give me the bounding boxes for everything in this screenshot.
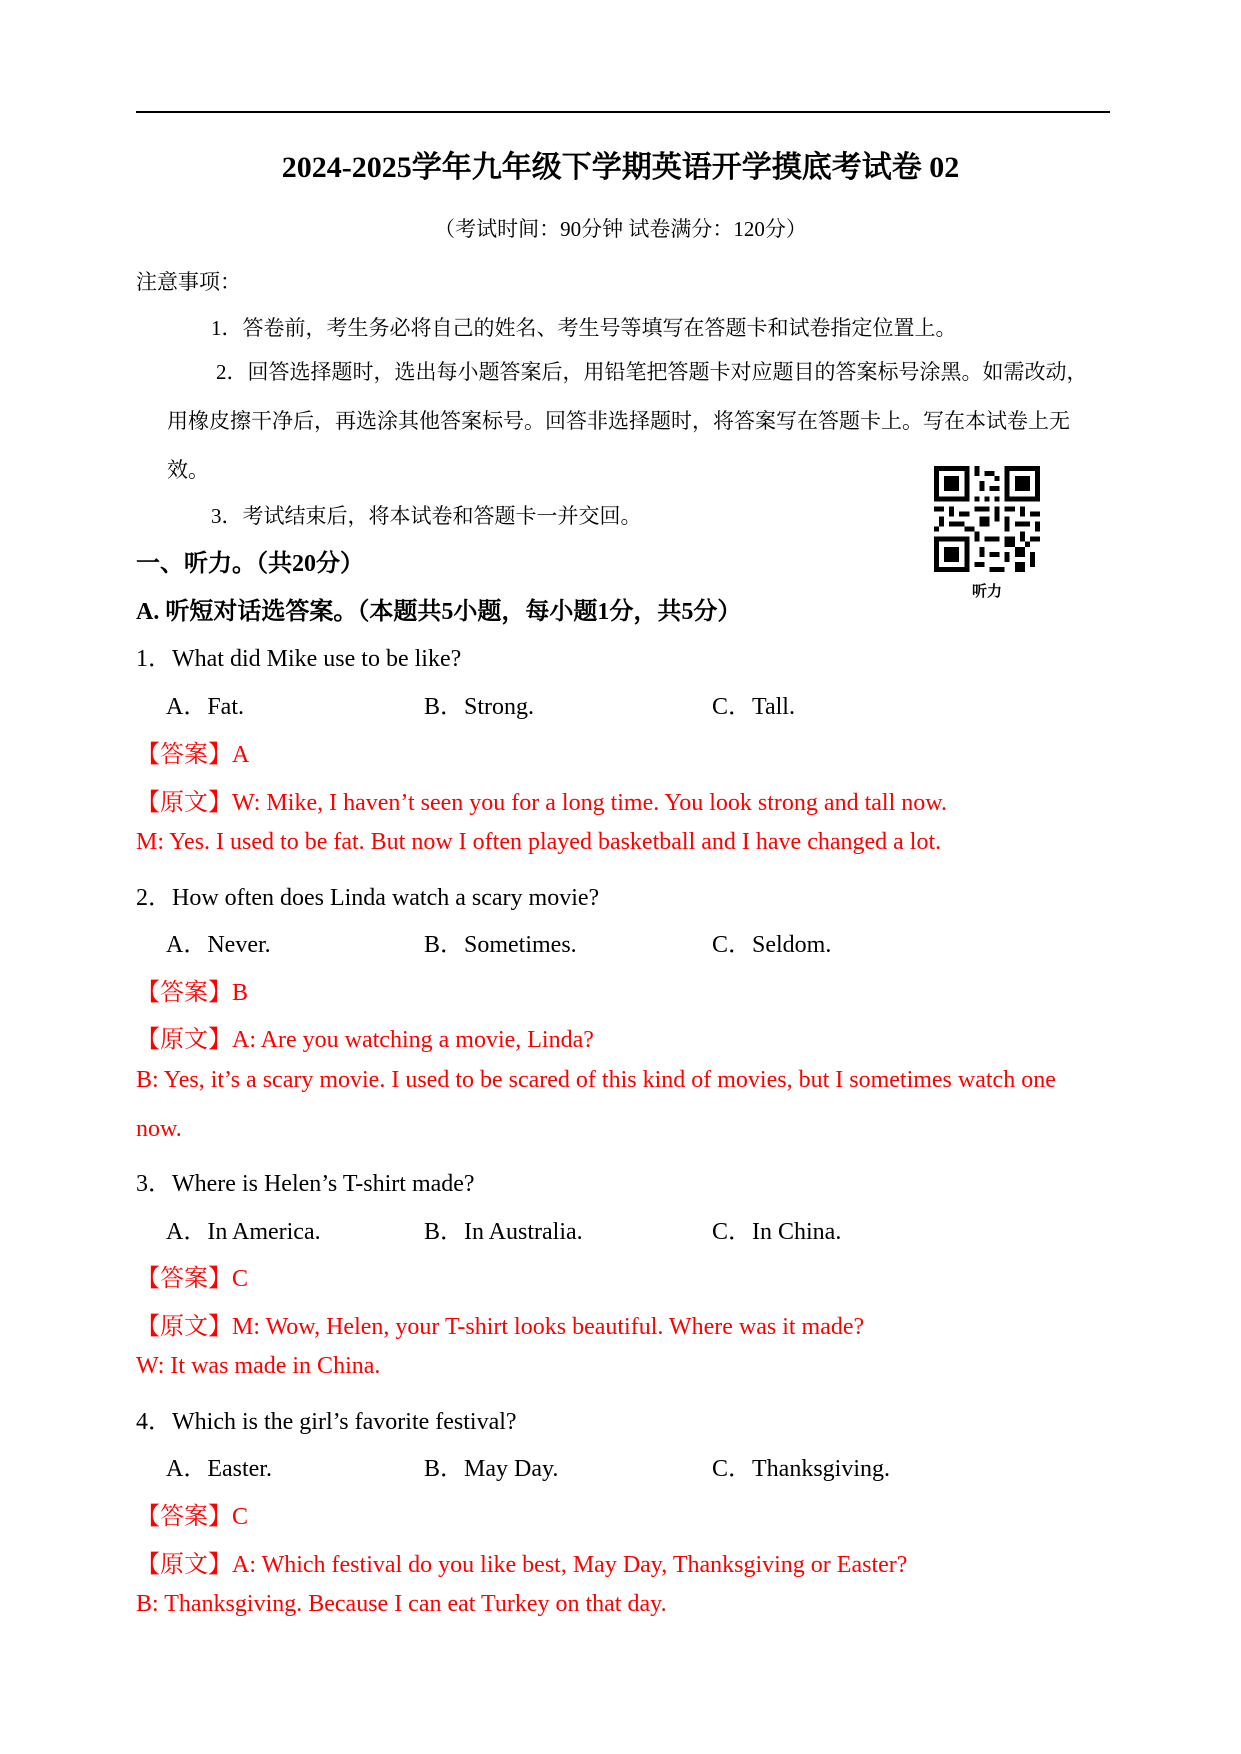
q4-answer bbox=[136, 1496, 248, 1531]
question-4: 4．Which is the girl’s favorite festival? bbox=[136, 1409, 517, 1435]
page-title: 2024-2025学年九年级下学期英语开学摸底考试卷 02 bbox=[281, 151, 960, 184]
script-tag: 【原文】 bbox=[136, 790, 232, 816]
q2-script-line-1 bbox=[136, 1019, 594, 1054]
notice-item-2-line-1: 2．回答选择题时，选出每小题答案后，用铅笔把答题卡对应题目的答案标号涂黑。如需改动， bbox=[216, 360, 1088, 384]
q4-option-b: B．May Day. bbox=[424, 1456, 559, 1482]
q1-option-c: C．Tall. bbox=[712, 694, 795, 720]
q2-script-line-2: B: Yes, it’s a scary movie. I used to be scared of this kind of movies, but I sometimes watch one bbox=[136, 1067, 1056, 1093]
answer-tag: 【答案】 bbox=[136, 742, 232, 768]
section-heading-listening: 一、听力。（共20分） bbox=[136, 551, 364, 577]
part-a-heading: A. 听短对话选答案。（本题共5小题，每小题1分，共5分） bbox=[136, 599, 742, 625]
q4-option-a: A．Easter. bbox=[166, 1456, 272, 1482]
answer-value: C bbox=[232, 1266, 249, 1292]
q1-script-line-2: M: Yes. I used to be fat. But now I often played basketball and I have changed a lot. bbox=[136, 829, 942, 855]
script-text: M: Wow, Helen, your T-shirt looks beautiful. Where was it made? bbox=[232, 1314, 865, 1340]
q3-answer bbox=[136, 1258, 248, 1293]
answer-tag: 【答案】 bbox=[136, 980, 232, 1006]
script-tag: 【原文】 bbox=[136, 1027, 232, 1053]
q2-answer bbox=[136, 972, 248, 1007]
question-2: 2．How often does Linda watch a scary movie? bbox=[136, 885, 600, 911]
qr-label: 听力 bbox=[971, 584, 1002, 600]
question-1: 1．What did Mike use to be like? bbox=[136, 646, 462, 672]
answer-tag: 【答案】 bbox=[136, 1266, 232, 1292]
q2-option-c: C．Seldom. bbox=[712, 932, 832, 958]
q3-option-b: B．In Australia. bbox=[424, 1219, 583, 1245]
notice-item-2-line-3: 效。 bbox=[167, 458, 209, 482]
notice-item-1: 1．答卷前，考生务必将自己的姓名、考生号等填写在答题卡和试卷指定位置上。 bbox=[211, 316, 957, 340]
qr-code-icon bbox=[934, 466, 1040, 572]
answer-tag: 【答案】 bbox=[136, 1504, 232, 1530]
q4-script-line-1 bbox=[136, 1544, 907, 1579]
answer-value: C bbox=[232, 1504, 249, 1530]
question-3: 3．Where is Helen’s T-shirt made? bbox=[136, 1171, 475, 1197]
q3-option-c: C．In China. bbox=[712, 1219, 842, 1245]
q4-option-c: C．Thanksgiving. bbox=[712, 1456, 890, 1482]
script-tag: 【原文】 bbox=[136, 1314, 232, 1340]
answer-value: A bbox=[232, 742, 250, 768]
q3-script-line-1 bbox=[136, 1306, 864, 1341]
notice-item-3: 3．考试结束后，将本试卷和答题卡一并交回。 bbox=[211, 504, 642, 528]
script-text: A: Are you watching a movie, Linda? bbox=[232, 1027, 594, 1053]
q1-answer bbox=[136, 734, 249, 769]
q2-script-line-3: now. bbox=[136, 1116, 182, 1142]
q2-option-b: B．Sometimes. bbox=[424, 932, 577, 958]
q1-option-a: A．Fat. bbox=[166, 694, 244, 720]
notice-item-2-line-2: 用橡皮擦干净后，再选涂其他答案标号。回答非选择题时，将答案写在答题卡上。写在本试卷上无 bbox=[167, 409, 1070, 433]
q3-script-line-2: W: It was made in China. bbox=[136, 1353, 381, 1379]
q1-script-line-1 bbox=[136, 782, 947, 817]
q3-option-a: A．In America. bbox=[166, 1219, 321, 1245]
exam-info: （考试时间：90分钟 试卷满分：120分） bbox=[434, 217, 807, 241]
script-text: W: Mike, I haven’t seen you for a long time. You look strong and tall now. bbox=[232, 790, 948, 816]
answer-value: B bbox=[232, 980, 249, 1006]
script-tag: 【原文】 bbox=[136, 1552, 232, 1578]
header-rule bbox=[136, 111, 1110, 113]
q2-option-a: A．Never. bbox=[166, 932, 271, 958]
notice-heading: 注意事项： bbox=[136, 270, 241, 294]
q1-option-b: B．Strong. bbox=[424, 694, 535, 720]
script-text: A: Which festival do you like best, May Day, Thanksgiving or Easter? bbox=[232, 1552, 908, 1578]
q4-script-line-2: B: Thanksgiving. Because I can eat Turkey on that day. bbox=[136, 1591, 667, 1617]
